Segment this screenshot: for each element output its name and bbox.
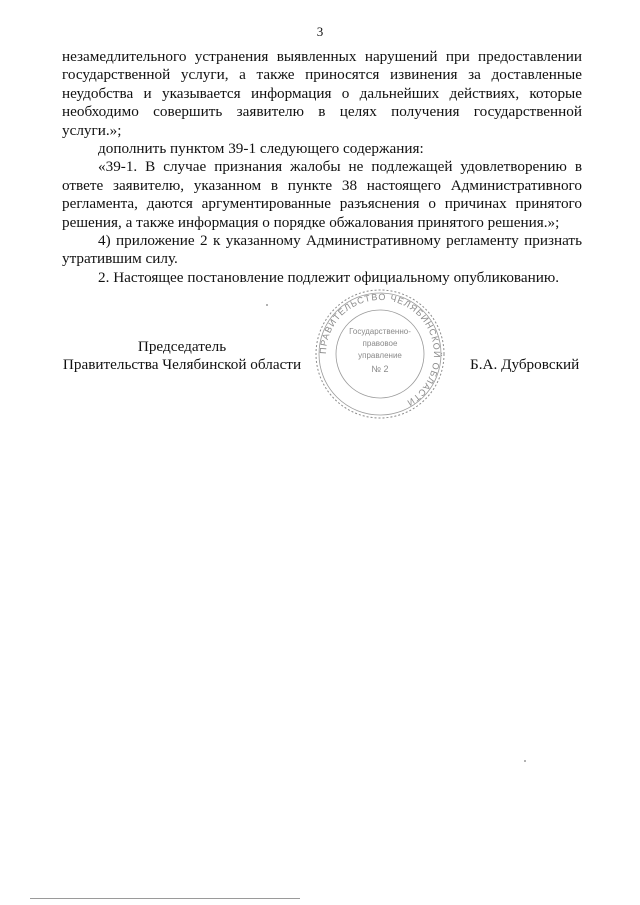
- paragraph-amend-39-1: дополнить пунктом 39-1 следующего содержания:: [98, 140, 424, 158]
- signatory-title-line1: Председатель: [137, 338, 227, 355]
- official-seal-stamp: [312, 286, 448, 422]
- document-body: [62, 48, 582, 287]
- paragraph-point-39-1: «39-1. В случае признания жалобы не подлежащей удовлетворению в ответе заявителю, указанном в пункте 38 настоящего Административного регламента, даются аргументированные разъяснения о причинах принятого решения, а также информация о порядке обжалования принятого решения.»;: [62, 158, 582, 231]
- page-number: 3: [316, 24, 324, 39]
- signatory-title: [62, 338, 302, 375]
- paragraph-appendix-2: 4) приложение 2 к указанному Административному регламенту признать утратившим силу.: [62, 232, 582, 268]
- seal-inner-line4: № 2: [371, 364, 389, 374]
- signatory-title-line2: Правительства Челябинской области: [62, 356, 302, 374]
- signature-block: [0, 291, 640, 452]
- seal-outer-text: ПРАВИТЕЛЬСТВО ЧЕЛЯБИНСКОЙ ОБЛАСТИ: [317, 291, 443, 409]
- scan-speck: [524, 760, 526, 762]
- bottom-scan-edge: [30, 898, 300, 899]
- seal-inner-line1: Государственно-: [349, 327, 411, 336]
- seal-inner-line2: правовое: [362, 339, 398, 348]
- signatory-name: Б.А. Дубровский: [470, 356, 580, 373]
- paragraph-publication: 2. Настоящее постановление подлежит официальному опубликованию.: [98, 268, 560, 286]
- paragraph-continuation: незамедлительного устранения выявленных нарушений при предоставлении государственной услуги, а также приносятся извинения за доставленные неудобства и указывается информация о дальнейших действиях, которые необходимо совершить заявителю в целях получения государственной услуги.»;: [62, 48, 582, 139]
- scan-speck: [266, 304, 268, 306]
- seal-inner-line3: управление: [358, 351, 402, 360]
